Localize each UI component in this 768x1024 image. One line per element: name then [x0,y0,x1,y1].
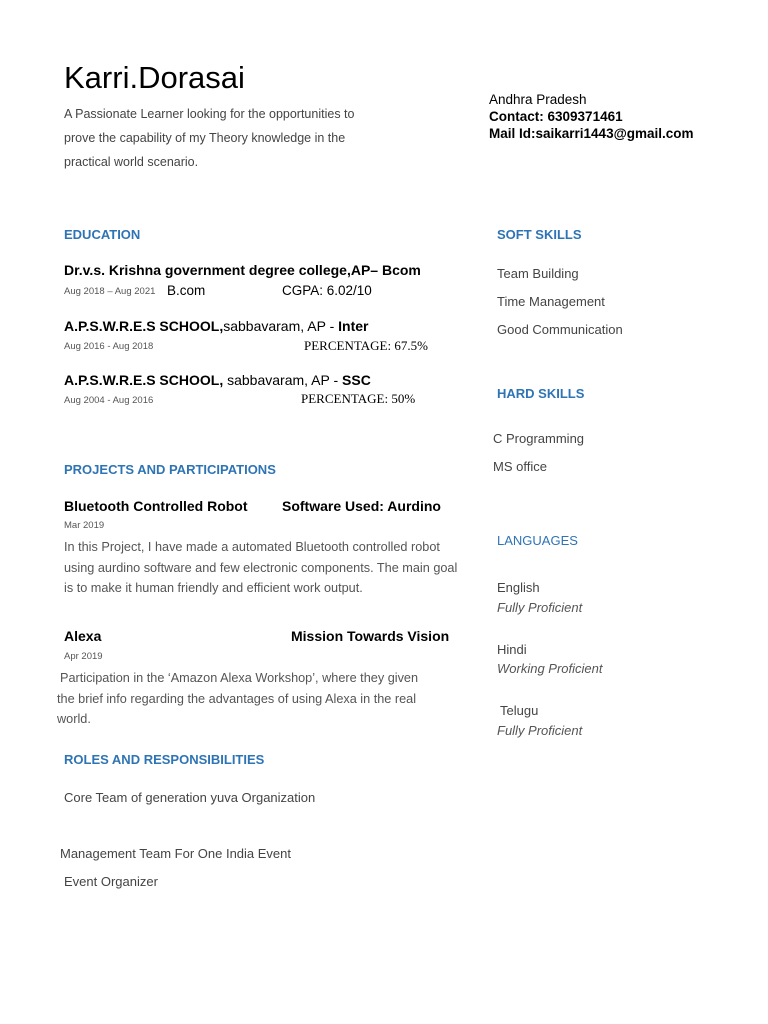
education-date-3: Aug 2004 - Aug 2016 [64,395,154,406]
school-location: sabbavaram, AP - [223,372,343,388]
education-heading: EDUCATION [64,227,141,242]
project-name-1: Bluetooth Controlled Robot [64,498,248,514]
mail-label: Mail Id: [489,126,536,141]
roles-heading: ROLES AND RESPONSIBILITIES [64,752,265,767]
hard-skill-item-2: MS office [493,459,547,474]
language-name-telugu: Telugu [500,703,539,718]
soft-skill-item-3: Good Communication [497,322,623,337]
mail-value: saikarri1443@gmail.com [535,126,694,141]
language-name-english: English [497,580,540,595]
hard-skills-heading: HARD SKILLS [497,386,585,401]
project-software-1: Software Used: Aurdino [282,498,441,514]
education-score-3: PERCENTAGE: 50% [301,391,416,406]
project-desc-2 [57,668,447,730]
location: Andhra Pradesh [489,92,587,107]
contact-email [489,125,694,142]
hard-skill-item-1: C Programming [493,431,585,446]
summary: A Passionate Learner looking for the opportunities to prove the capability of my Theory knowledge in the practical world scenario. [64,107,355,169]
language-level-telugu: Fully Proficient [497,723,583,738]
role-item-3: Event Organizer [64,874,158,889]
projects-heading: PROJECTS AND PARTICIPATIONS [64,462,276,477]
project-date-2: Apr 2019 [64,651,103,662]
project-desc-2-rest: the brief info regarding the advantages of using Alexa in the real world. [57,691,417,726]
school-location: sabbavaram, AP - [223,318,339,334]
role-item-1: Core Team of generation yuva Organization [64,790,316,805]
education-score-1: CGPA: 6.02/10 [282,283,372,298]
project-desc-2-line-1: Participation in the ‘Amazon Alexa Workshop’, where they given [60,671,419,685]
contact-block [489,91,694,142]
language-name-hindi: Hindi [497,642,527,657]
candidate-name: Karri.Dorasai [64,60,245,95]
languages-heading: LANGUAGES [497,533,578,548]
education-school-2 [64,318,368,334]
education-course-1: B.com [167,283,206,298]
language-level-hindi: Working Proficient [497,661,603,676]
project-tagline-2: Mission Towards Vision [291,628,450,644]
soft-skill-item-1: Team Building [497,266,579,281]
school-name-bold: A.P.S.W.R.E.S SCHOOL, [64,318,224,334]
education-date-2: Aug 2016 - Aug 2018 [64,341,154,352]
school-name-bold: A.P.S.W.R.E.S SCHOOL, [64,372,224,388]
contact-label: Contact: [489,109,544,124]
contact-value: 6309371461 [547,109,623,124]
role-item-2: Management Team For One India Event [60,846,291,861]
project-desc-1: In this Project, I have made a automated Bluetooth controlled robot using aurdino software and few electronic components. The main goal is to make it human friendly and efficient work output. [64,540,458,595]
project-name-2: Alexa [64,628,102,644]
education-date-1: Aug 2018 – Aug 2021 [64,286,156,297]
education-school-3 [64,372,371,388]
school-level: Inter [338,318,369,334]
education-school-1: Dr.v.s. Krishna government degree college,AP– Bcom [64,262,421,278]
soft-skills-heading: SOFT SKILLS [497,227,582,242]
education-score-2: PERCENTAGE: 67.5% [304,338,428,353]
contact-phone [489,108,694,125]
school-level: SSC [342,372,371,388]
project-date-1: Mar 2019 [64,520,105,531]
soft-skill-item-2: Time Management [497,294,605,309]
language-level-english: Fully Proficient [497,600,583,615]
